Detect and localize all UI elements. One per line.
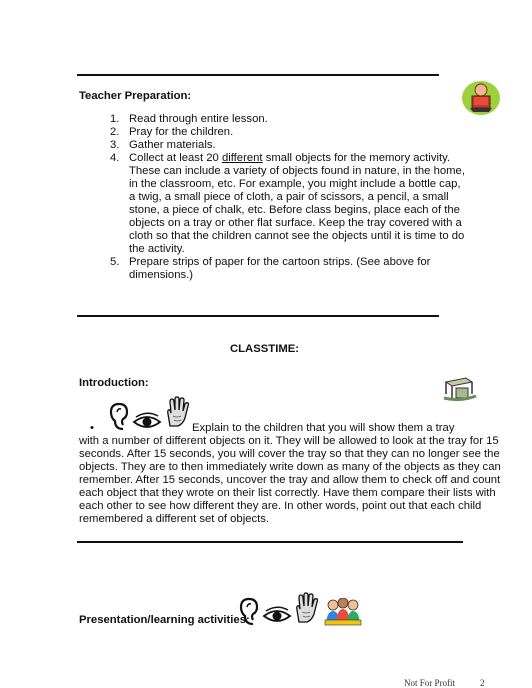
footer-text: Not For Profit [404,678,456,688]
list-item: 1. Read through entire lesson. [110,113,268,125]
teacher-prep-heading: Teacher Preparation: [79,90,192,102]
list-item: 4. Collect at least 20 different small objects for the memory activity. These can include a variety of objects found in nature, in the home, in the classroom, etc. For example, you might include a bottle cap, a twig, a small piece of cloth, a pair of scissors, a pencil, a small stone, a piece of chalk, etc. Before class begins, place each of the objects on a tray or other flat surface. Keep the tray covered with a cloth so that the children cannot see the objects until it is time to do the activity. [110,152,465,255]
introduction-paragraph: with a number of different objects on it. They will be allowed to look at the tray for 15 seconds. After 15 seconds, you will cover the tray so that they can no longer see the objects. They are to then immediately write down as many of the objects as they can remember. After 15 seconds, uncover the tray and allow them to check off and count each object that they wrote on their list correctly. Have them compare their lists with each other to see how different they are. In other words, point out that each child remembered a different set of objects. [79,435,501,525]
hand-icon [293,592,319,624]
desk-chair-icon [442,372,478,402]
eye-icon [132,412,162,432]
ear-icon [108,402,130,432]
list-item: 5. Prepare strips of paper for the cartoon strips. (See above for dimensions.) [110,256,431,281]
hand-icon [164,396,190,428]
eye-icon [262,606,292,626]
list-item: 3. Gather materials. [110,139,216,151]
introduction-heading: Introduction: [79,377,149,389]
page-number: 2 [480,678,485,688]
reading-person-icon [461,78,503,116]
bullet: • [90,422,94,434]
section-rule-2 [77,541,463,543]
ear-icon [238,597,260,627]
teacher-prep-list [110,113,465,282]
group-of-children-icon [323,598,363,626]
presentation-heading: Presentation/learning activities: [79,614,250,626]
section-rule [77,315,439,317]
introduction-first-line: Explain to the children that you will show them a tray [192,422,455,434]
top-rule [77,74,439,76]
list-item: 2. Pray for the children. [110,126,234,138]
classtime-heading: CLASSTIME: [230,343,300,355]
